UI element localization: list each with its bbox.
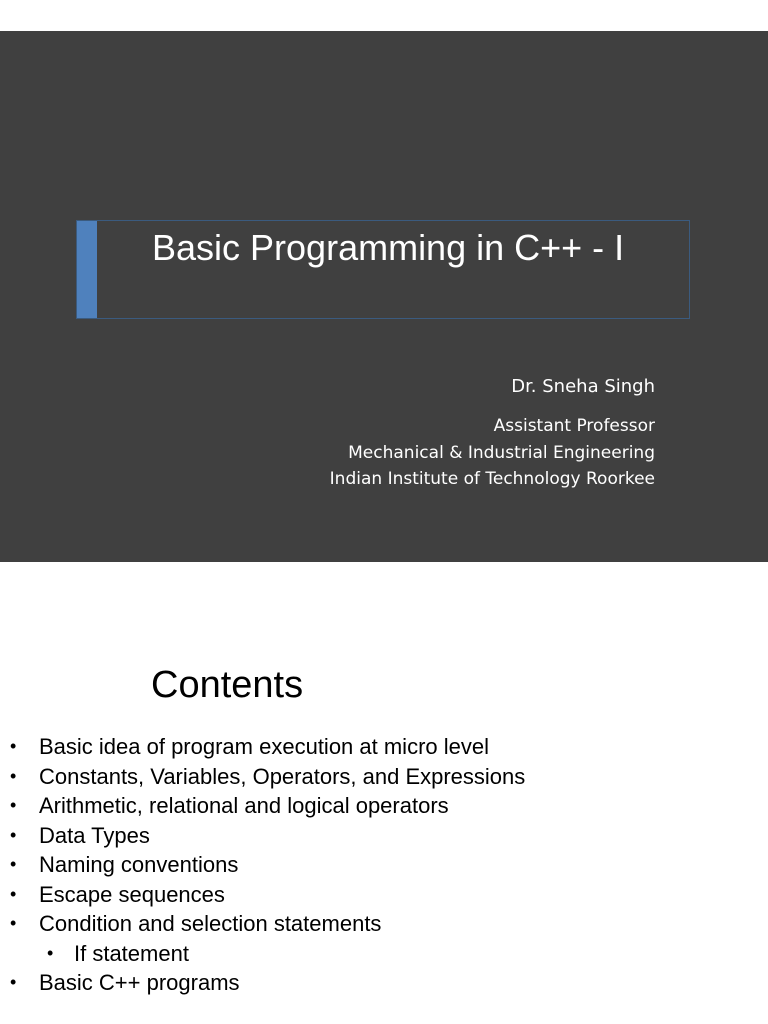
bullet-icon: • xyxy=(10,736,17,756)
bullet-icon: • xyxy=(10,854,17,874)
affiliation-line: Mechanical & Industrial Engineering xyxy=(348,442,655,463)
list-item: • Constants, Variables, Operators, and Expressions xyxy=(10,762,525,792)
bullet-icon: • xyxy=(10,765,17,786)
bullet-icon: • xyxy=(10,883,17,904)
list-item: • Arithmetic, relational and logical operators xyxy=(10,791,525,821)
author-affiliation xyxy=(330,413,655,493)
list-item: • Naming conventions xyxy=(10,850,525,880)
list-item: • Basic C++ programs xyxy=(10,968,525,998)
bullet-icon: • xyxy=(10,913,17,933)
contents-list xyxy=(10,732,525,998)
list-item: • Data Types xyxy=(10,821,525,851)
contents-slide xyxy=(0,562,768,1024)
title-slide xyxy=(0,31,768,562)
affiliation-line: Indian Institute of Technology Roorkee xyxy=(329,469,655,489)
slide-title: Basic Programming in C++ - I xyxy=(152,227,625,268)
list-item: • Condition and selection statements xyxy=(10,909,525,939)
list-item: • Basic idea of program execution at micro level xyxy=(10,732,525,762)
bullet-icon: • xyxy=(10,972,17,992)
title-box xyxy=(76,220,690,319)
bullet-icon: • xyxy=(10,795,17,815)
list-item: • Escape sequences xyxy=(10,880,525,910)
bullet-icon: • xyxy=(10,824,17,845)
author-name: Dr. Sneha Singh xyxy=(511,376,655,397)
bullet-icon: • xyxy=(47,942,54,963)
contents-title: Contents xyxy=(151,664,304,706)
affiliation-line: Assistant Professor xyxy=(493,416,655,436)
list-item: • If statement xyxy=(10,939,525,969)
title-accent-bar xyxy=(77,221,97,318)
